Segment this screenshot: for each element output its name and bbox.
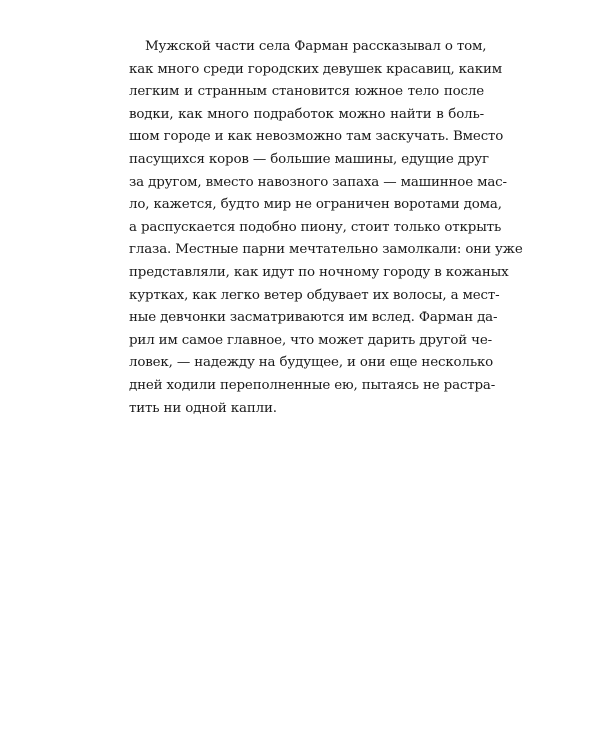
text-line: ные девчонки засматриваются им вслед. Фарман да-	[129, 310, 498, 326]
text-line: а распускается подобно пиону, стоит только открыть	[129, 219, 502, 235]
text-line: за другом, вместо навозного запаха — машинное мас-	[129, 174, 507, 190]
text-line: водки, как много подработок можно найти в боль-	[129, 106, 484, 122]
text-line: дней ходили переполненные ею, пытаясь не растра-	[129, 377, 496, 393]
text-line: Мужской части села Фарман рассказывал о том,	[145, 39, 487, 54]
text-line: как много среди городских девушек красавиц, каким	[129, 61, 502, 77]
text-line: представляли, как идут по ночному городу в кожаных	[129, 264, 509, 280]
paragraph	[129, 36, 523, 420]
text-line: глаза. Местные парни мечтательно замолкали: они уже	[129, 242, 523, 258]
text-line: куртках, как легко ветер обдувает их волосы, а мест-	[129, 287, 500, 303]
text-line: пасущихся коров — большие машины, едущие друг	[129, 151, 489, 167]
text-line: ло, кажется, будто мир не ограничен воротами дома,	[129, 197, 502, 213]
text-line: рил им самое главное, что может дарить другой че-	[129, 332, 493, 348]
text-line: легким и странным становится южное тело после	[129, 84, 484, 100]
text-line: тить ни одной капли.	[129, 400, 277, 416]
text-line: ловек, — надежду на будущее, и они еще несколько	[129, 355, 494, 371]
text-line: шом городе и как невозможно там заскучать. Вместо	[129, 129, 504, 145]
